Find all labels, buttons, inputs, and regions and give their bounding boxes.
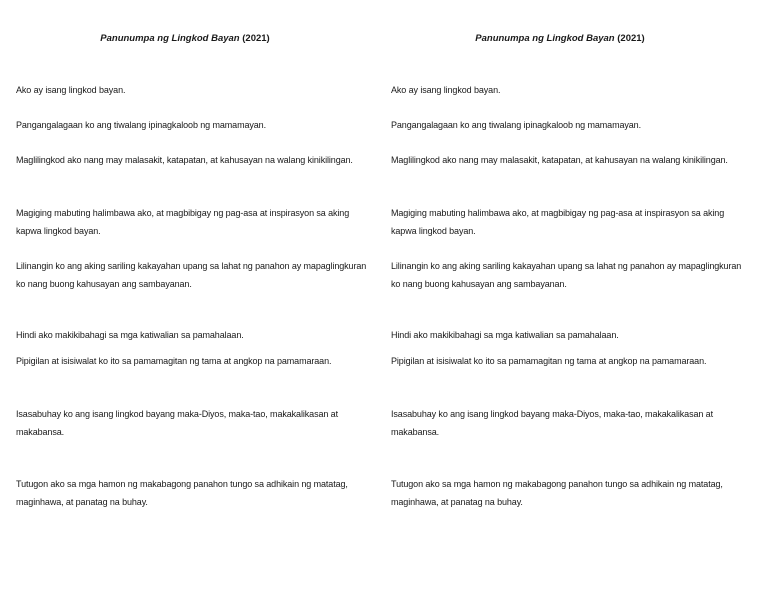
oath-title <box>375 33 745 44</box>
oath-paragraph-4: Magiging mabuting halimbawa ako, at magbibigay ng pag-asa at inspirasyon sa aking kapwa lingkod bayan. <box>391 208 725 236</box>
oath-paragraph-1: Ako ay isang lingkod bayan. <box>391 85 501 95</box>
oath-title-main: Panunumpa ng Lingkod Bayan <box>475 33 615 44</box>
oath-paragraph-7: Pipigilan at isisiwalat ko ito sa pamamagitan ng tama at angkop na pamamaraan. <box>16 356 332 366</box>
oath-paragraph-7: Pipigilan at isisiwalat ko ito sa pamamagitan ng tama at angkop na pamamaraan. <box>391 356 707 366</box>
oath-title-year: (2021) <box>242 33 270 44</box>
oath-paragraph-9: Tutugon ako sa mga hamon ng makabagong panahon tungo sa adhikain ng matatag, maginhawa, at panatag na buhay. <box>16 479 348 507</box>
oath-paragraph-2: Pangangalagaan ko ang tiwalang ipinagkaloob ng mamamayan. <box>16 120 266 130</box>
oath-paragraph-3: Maglilingkod ako nang may malasakit, katapatan, at kahusayan na walang kinikilingan. <box>391 155 728 165</box>
oath-title <box>0 33 370 44</box>
oath-paragraph-3: Maglilingkod ako nang may malasakit, katapatan, at kahusayan na walang kinikilingan. <box>16 155 353 165</box>
oath-paragraph-5: Lilinangin ko ang aking sariling kakayahan upang sa lahat ng panahon ay mapaglingkuran ko nang buong kahusayan ang sambayanan. <box>391 261 742 289</box>
oath-title-main: Panunumpa ng Lingkod Bayan <box>100 33 240 44</box>
oath-paragraph-8: Isasabuhay ko ang isang lingkod bayang maka-Diyos, maka-tao, makakalikasan at makabansa. <box>16 409 338 437</box>
oath-paragraph-5: Lilinangin ko ang aking sariling kakayahan upang sa lahat ng panahon ay mapaglingkuran ko nang buong kahusayan ang sambayanan. <box>16 261 367 289</box>
oath-paragraph-4: Magiging mabuting halimbawa ako, at magbibigay ng pag-asa at inspirasyon sa aking kapwa lingkod bayan. <box>16 208 350 236</box>
oath-paragraph-8: Isasabuhay ko ang isang lingkod bayang maka-Diyos, maka-tao, makakalikasan at makabansa. <box>391 409 713 437</box>
oath-copy-left <box>0 0 370 594</box>
oath-paragraph-2: Pangangalagaan ko ang tiwalang ipinagkaloob ng mamamayan. <box>391 120 641 130</box>
oath-paragraph-6: Hindi ako makikibahagi sa mga katiwalian sa pamahalaan. <box>391 330 619 340</box>
oath-paragraph-6: Hindi ako makikibahagi sa mga katiwalian sa pamahalaan. <box>16 330 244 340</box>
oath-paragraph-1: Ako ay isang lingkod bayan. <box>16 85 126 95</box>
oath-paragraph-9: Tutugon ako sa mga hamon ng makabagong panahon tungo sa adhikain ng matatag, maginhawa, at panatag na buhay. <box>391 479 723 507</box>
oath-copy-right <box>375 0 745 594</box>
oath-title-year: (2021) <box>617 33 645 44</box>
